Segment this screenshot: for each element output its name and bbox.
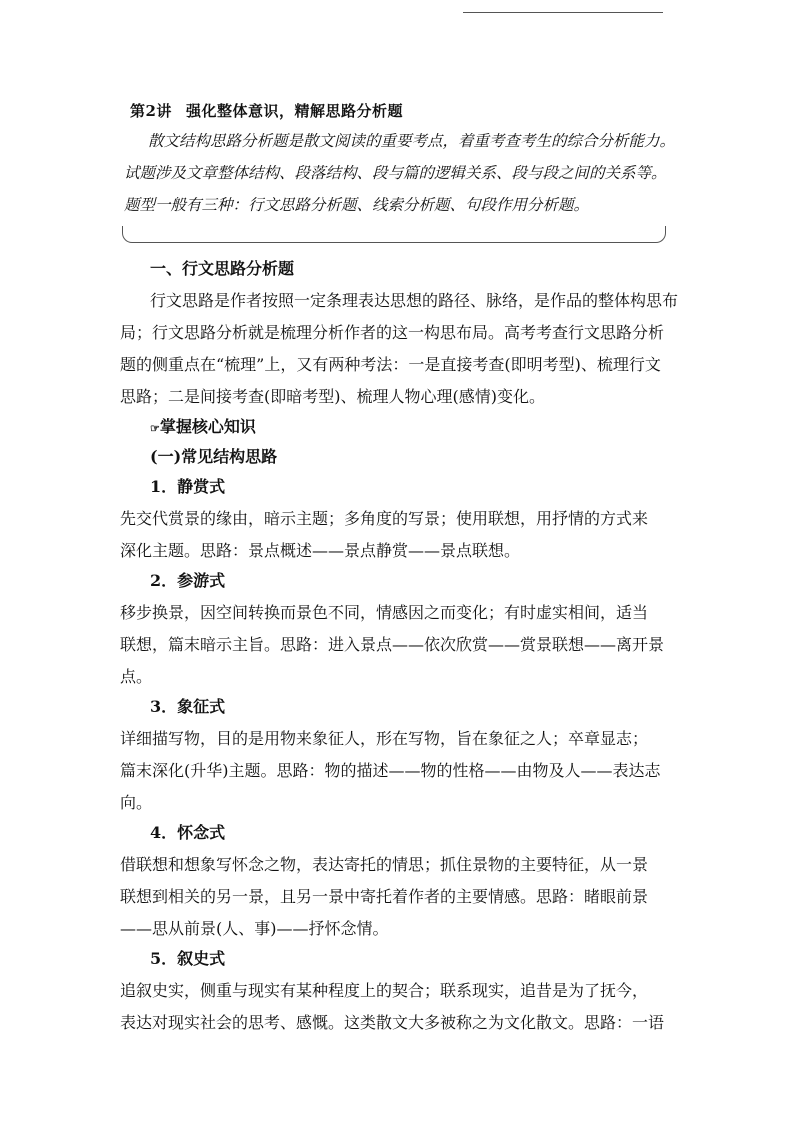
section-heading: 一、行文思路分析题: [150, 259, 295, 278]
item-title-1: 1．静赏式: [150, 477, 226, 496]
item-4-line-2: 联想到相关的另一景，且另一景中寄托着作者的主要情感。思路：睹眼前景: [120, 887, 649, 906]
item-4-line-1: 借联想和想象写怀念之物，表达寄托的情思；抓住景物的主要特征，从一景: [120, 855, 649, 874]
item-3-line-2: 篇末深化(升华)主题。思路：物的描述——物的性格——由物及人——表达志: [120, 761, 661, 780]
item-5-line-1: 追叙史实，侧重与现实有某种程度上的契合；联系现实，追昔是为了抚今，: [120, 981, 649, 1000]
item-3-line-3: 向。: [120, 793, 153, 812]
item-1-line-1: 先交代赏景的缘由，暗示主题；多角度的写景；使用联想，用抒情的方式来: [120, 509, 649, 528]
item-2-line-3: 点。: [120, 667, 153, 686]
header-box-frame: [122, 226, 666, 243]
para-line-1: 行文思路是作者按照一定条理表达思想的路径、脉络，是作品的整体构思布: [150, 291, 679, 310]
para-line-2: 局；行文思路分析就是梳理分析作者的这一构思布局。高考考查行文思路分析: [120, 323, 665, 342]
item-title-2: 2．参游式: [150, 571, 226, 590]
intro-line-2: 试题涉及文章整体结构、段落结构、段与篇的逻辑关系、段与段之间的关系等。: [124, 164, 667, 182]
lecture-number: 第2讲: [130, 102, 172, 120]
item-5-line-2: 表达对现实社会的思考、感慨。这类散文大多被称之为文化散文。思路：一语: [120, 1013, 665, 1032]
item-title-3: 3．象征式: [150, 697, 226, 716]
item-title-5: 5．叙史式: [150, 949, 226, 968]
lecture-heading: 强化整体意识，精解思路分析题: [185, 102, 403, 120]
item-4-line-3: ——思从前景(人、事)——抒怀念情。: [120, 919, 389, 938]
item-2-line-1: 移步换景，因空间转换而景色不同，情感因之而变化；有时虚实相间，适当: [120, 603, 649, 622]
para-line-4: 思路；二是间接考查(即暗考型)、梳理人物心理(感情)变化。: [120, 387, 545, 406]
item-1-line-2: 深化主题。思路：景点概述——景点静赏——景点联想。: [120, 541, 521, 560]
item-2-line-2: 联想，篇末暗示主旨。思路：进入景点——依次欣赏——赏景联想——离开景: [120, 635, 665, 654]
lecture-title: [130, 100, 403, 121]
intro-line-1: 散文结构思路分析题是散文阅读的重要考点，着重考查考生的综合分析能力。: [148, 132, 676, 150]
item-title-4: 4．怀念式: [150, 823, 226, 842]
intro-line-3: 题型一般有三种：行文思路分析题、线索分析题、句段作用分析题。: [124, 196, 590, 214]
para-line-3: 题的侧重点在“梳理”上，又有两种考法：一是直接考查(即明考型)、梳理行文: [120, 355, 661, 374]
sub-heading: (一)常见结构思路: [150, 447, 278, 466]
knowledge-label: ☞掌握核心知识: [150, 417, 256, 436]
header-rule: [463, 12, 663, 13]
item-3-line-1: 详细描写物，目的是用物来象征人，形在写物，旨在象征之人；卒章显志；: [120, 729, 649, 748]
pointing-hand-icon: ☞: [150, 422, 160, 435]
